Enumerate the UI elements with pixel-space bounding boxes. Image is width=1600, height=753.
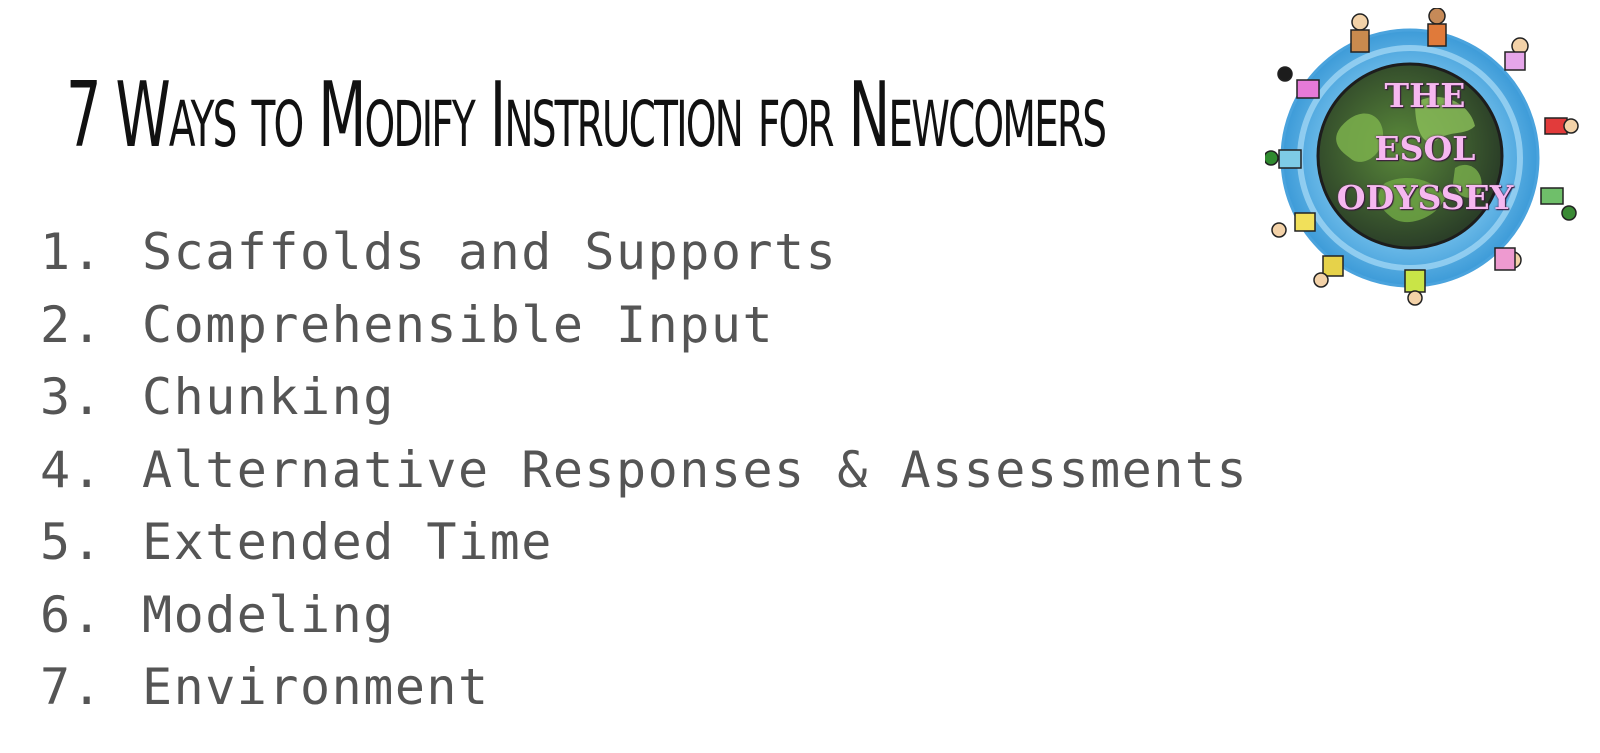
list-item-label: Modeling xyxy=(142,585,395,644)
list-item-label: Chunking xyxy=(142,368,395,427)
logo-text-line: ESOL xyxy=(1374,129,1476,168)
list-item-number: 4. xyxy=(40,440,104,499)
esol-odyssey-logo xyxy=(1265,8,1585,308)
list-item-label: Scaffolds and Supports xyxy=(142,223,838,282)
list-item xyxy=(40,361,1248,434)
list-item-number: 3. xyxy=(40,368,104,427)
list-item-number: 2. xyxy=(40,295,104,354)
list-item-label: Comprehensible Input xyxy=(142,295,775,354)
list-item xyxy=(40,216,1248,289)
list-item xyxy=(40,651,1248,724)
list-item-label: Alternative Responses & Assessments xyxy=(142,440,1249,499)
logo-text-line: ODYSSEY xyxy=(1336,178,1514,217)
list-item xyxy=(40,289,1248,362)
list-item-number: 7. xyxy=(40,658,104,717)
list-item-number: 5. xyxy=(40,513,104,572)
list-item xyxy=(40,434,1248,507)
list-item-number: 6. xyxy=(40,585,104,644)
list-item-label: Environment xyxy=(142,658,490,717)
list-item xyxy=(40,506,1248,579)
logo-text-line: THE xyxy=(1384,76,1466,115)
list-item-number: 1. xyxy=(40,223,104,282)
list-item xyxy=(40,579,1248,652)
slide-title: 7 Ways to Modify Instruction for Newcomers xyxy=(66,63,1106,168)
ways-list xyxy=(40,216,1248,724)
list-item-label: Extended Time xyxy=(142,513,553,572)
